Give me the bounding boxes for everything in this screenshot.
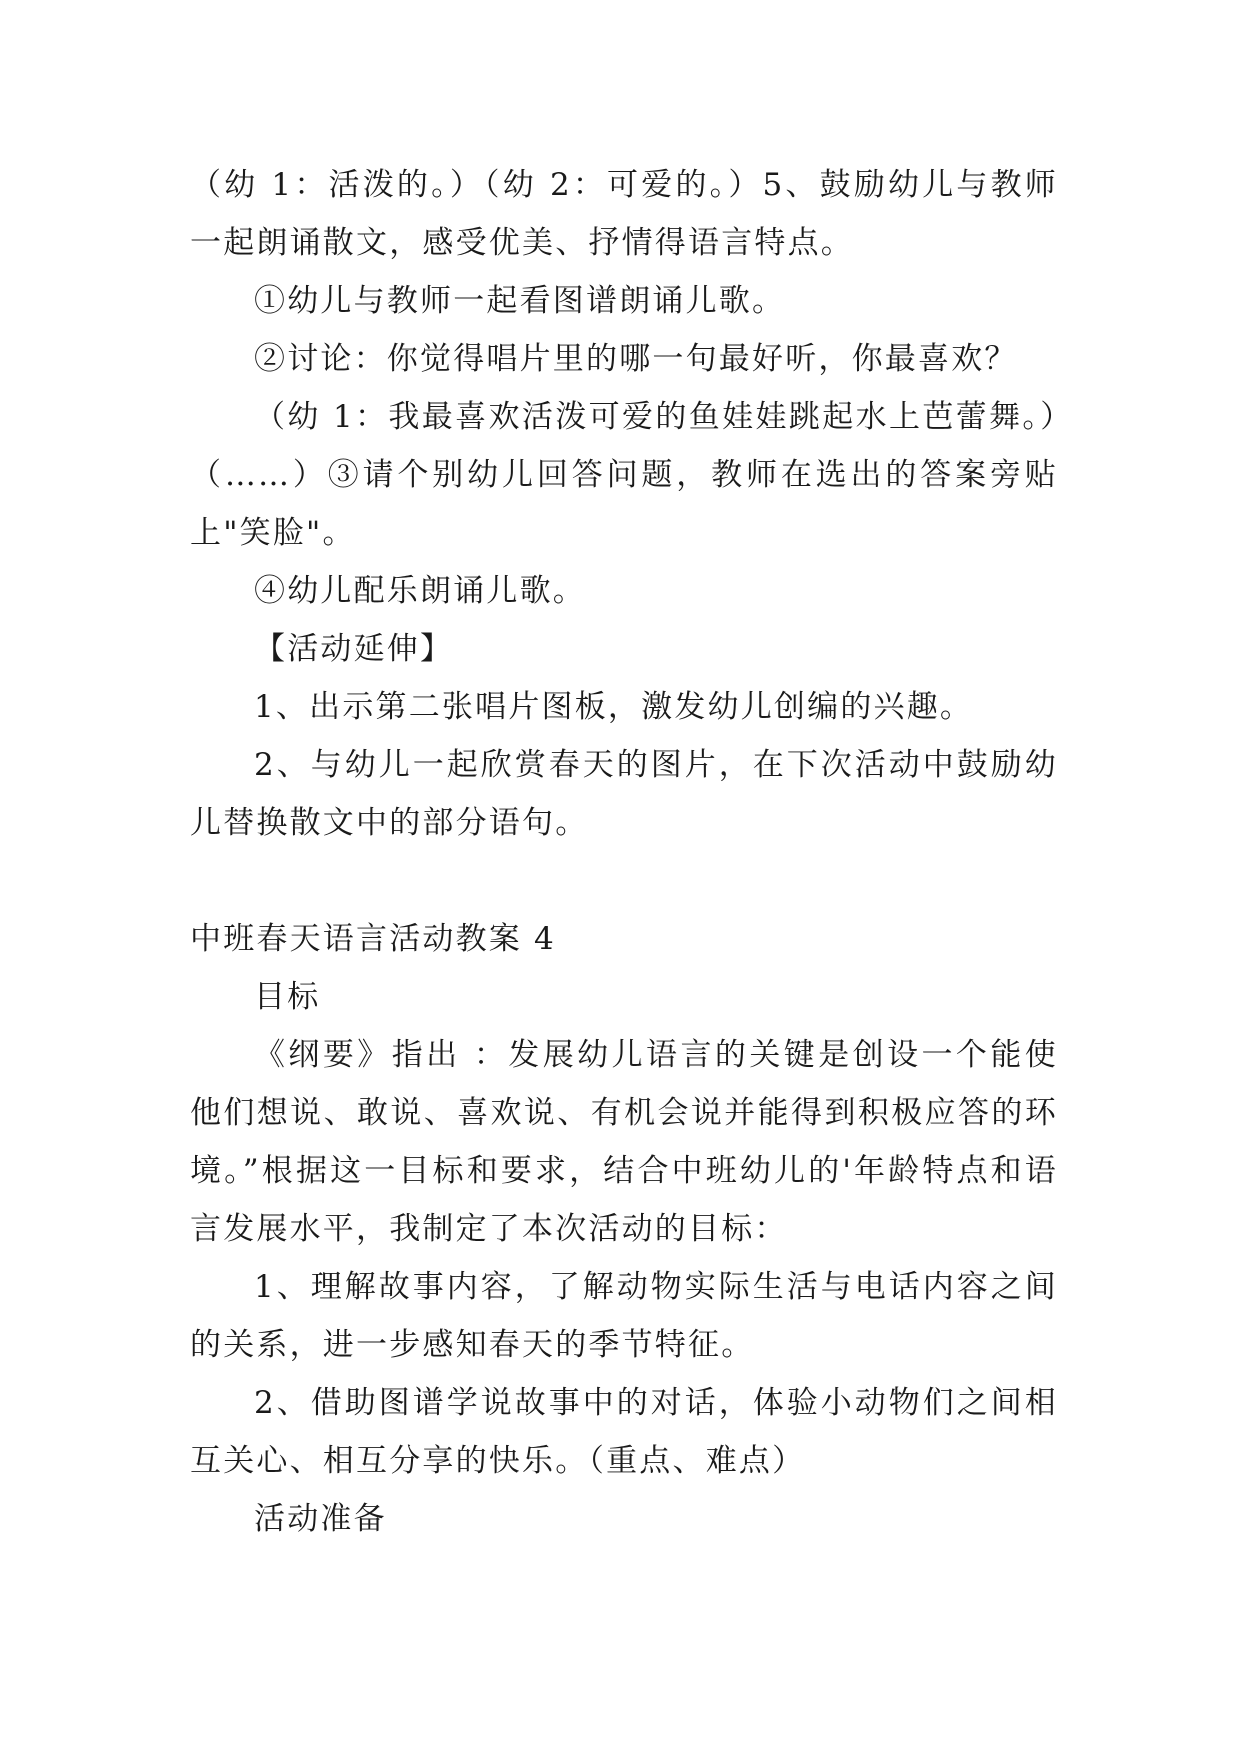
paragraph-7: 1、出示第二张唱片图板，激发幼儿创编的兴趣。 (254, 689, 974, 725)
section-title: 中班春天语言活动教案 4 (190, 921, 556, 957)
paragraph-5: ④幼儿配乐朗诵儿歌。 (254, 573, 586, 609)
paragraph-4: （幼 1：我最喜欢活泼可爱的鱼娃娃跳起水上芭蕾舞。）（……）③请个别幼儿回答问题，教师在选出的答案旁贴上"笑脸"。 (190, 399, 1058, 551)
activity-extension-heading: 【活动延伸】 (254, 631, 454, 667)
paragraph-1: （幼 1：活泼的。）（幼 2：可爱的。）5、鼓励幼儿与教师一起朗诵散文，感受优美、抒情得语言特点。 (190, 167, 1058, 261)
paragraph-2: ①幼儿与教师一起看图谱朗诵儿歌。 (254, 283, 786, 319)
preparation-heading: 活动准备 (254, 1501, 387, 1537)
section-paragraph-2: 《纲要》指出 ：发展幼儿语言的关键是创设一个能使他们想说、敢说、喜欢说、有机会说并能得到积极应答的环境。”根据这一目标和要求，结合中班幼儿的'年龄特点和语言发展水平，我制定了本次活动的目标： (190, 1037, 1058, 1247)
document-page (190, 156, 1058, 1548)
goals-heading: 目标 (254, 979, 321, 1015)
section-paragraph-4: 2、借助图谱学说故事中的对话，体验小动物们之间相互关心、相互分享的快乐。（重点、难点） (190, 1385, 1058, 1479)
section-paragraph-3: 1、理解故事内容，了解动物实际生活与电话内容之间的关系，进一步感知春天的季节特征。 (190, 1269, 1058, 1363)
paragraph-3: ②讨论：你觉得唱片里的哪一句最好听，你最喜欢？ (254, 341, 1018, 377)
paragraph-8: 2、与幼儿一起欣赏春天的图片，在下次活动中鼓励幼儿替换散文中的部分语句。 (190, 747, 1058, 841)
